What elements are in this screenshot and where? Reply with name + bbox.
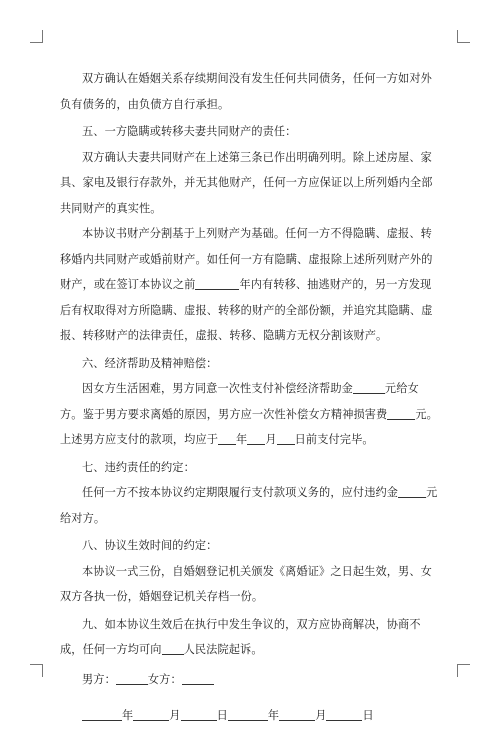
section5-heading: 五、一方隐瞒或转移夫妻共同财产的责任： [82, 125, 297, 138]
blank-penalty-amount [398, 484, 426, 498]
male-date-month: 月 [169, 709, 181, 723]
document-body [60, 66, 440, 740]
blank-pay-day [277, 431, 295, 445]
female-date-day: 日 [362, 709, 374, 723]
section7-paragraph [60, 480, 440, 531]
blank-pay-month [247, 431, 265, 445]
section9-text-a: 九、如本协议生效后在执行中发生争议的，双方应协商解决，协商不成，任何一方均可向 [60, 617, 421, 656]
section5-text-b: 年内有转移、抽逃财产的，另一方发现后有权取得对方所隐瞒、虚报、转移的财产的全部份额，并追究其隐瞒、虚报、转移财产的法律责任，虚报、转移、隐瞒方无权分割该财产。 [60, 278, 433, 342]
female-date-day-line [326, 707, 362, 721]
section7-text-b: 元给对方。 [60, 486, 438, 525]
debt-text-1: 双方确认在婚姻关系存续期间没有发生任何共同债务，任何一方如对外负有债务 [60, 72, 432, 111]
female-signature-line [182, 671, 214, 685]
section7-text-a: 任何一方不按本协议约定期限履行支付款项义务的，应付违约金 [82, 486, 399, 499]
blank-pay-year [218, 431, 236, 445]
corner-mark-top-left [30, 30, 43, 43]
section6-heading: 六、经济帮助及精神赔偿： [82, 356, 218, 370]
male-date-year: 年 [122, 709, 134, 723]
female-date-month-line [279, 707, 315, 721]
male-date-year-line [82, 707, 122, 721]
section7-heading: 七、违约责任的约定： [82, 460, 195, 474]
section5-paragraph-2 [60, 221, 440, 349]
debt-text-2: 的，由负债方自行承担。 [105, 97, 230, 111]
section6-year: 年 [236, 433, 248, 446]
male-label: 男方： [82, 672, 116, 686]
section6-month: 月 [265, 433, 277, 446]
corner-mark-bottom-left [30, 664, 43, 677]
section6-text-a: 因女方生活困难，男方同意一次性支付补偿经济帮助金 [82, 382, 353, 395]
section5-text-a: 本协议书财产分割基于上列财产为基础。任何一方不得隐瞒、虚报、转移婚内共同财产或婚前财产。如任何一方有隐瞒、虚报除上述所列财产外的财产，或在签订本协议之前 [60, 227, 433, 291]
blank-compensation-amount [387, 406, 415, 420]
male-date-day: 日 [216, 709, 228, 723]
female-label: 女方： [147, 672, 182, 686]
section5-paragraph-1: 双方确认夫妻共同财产在上述第三条已作出明确列明。除上述房屋、家具、家电及银行存款外，并无其他财产，任何一方应保证以上所列婚内全部共同财产的真实性。 [60, 150, 433, 215]
corner-mark-top-right [457, 30, 470, 43]
debt-paragraph [60, 66, 440, 117]
section6-text-d: 日前支付完毕。 [294, 433, 374, 446]
blank-court [162, 641, 184, 655]
blank-years [195, 276, 239, 290]
section9-paragraph [60, 612, 440, 663]
corner-mark-bottom-right [457, 664, 470, 677]
section9-text-b: 人民法院起诉。 [183, 643, 263, 656]
female-date-year-line [228, 707, 268, 721]
section8-heading: 八、协议生效时间的约定： [82, 539, 218, 552]
section6-paragraph [60, 376, 440, 453]
blank-assistance-amount [353, 380, 385, 394]
male-date-day-line [181, 707, 217, 721]
section6-text-b: 元给女方。鉴于男方要求离婚的原因，男方应一次性补偿女方精神损害费 [60, 382, 419, 421]
section8-paragraph: 本协议一式三份，自婚姻登记机关颁发《离婚证》之日起生效，男、女双方各执一份，婚姻登记机关存档一份。 [60, 564, 432, 603]
female-date-year: 年 [267, 709, 280, 723]
signature-row [60, 667, 440, 693]
date-row [60, 703, 440, 729]
section6-text-c: 元。上述男方应支付的款项，均应于 [60, 407, 438, 446]
female-date-month: 月 [315, 709, 327, 723]
male-signature-line [116, 671, 148, 685]
male-date-month-line [133, 707, 169, 721]
